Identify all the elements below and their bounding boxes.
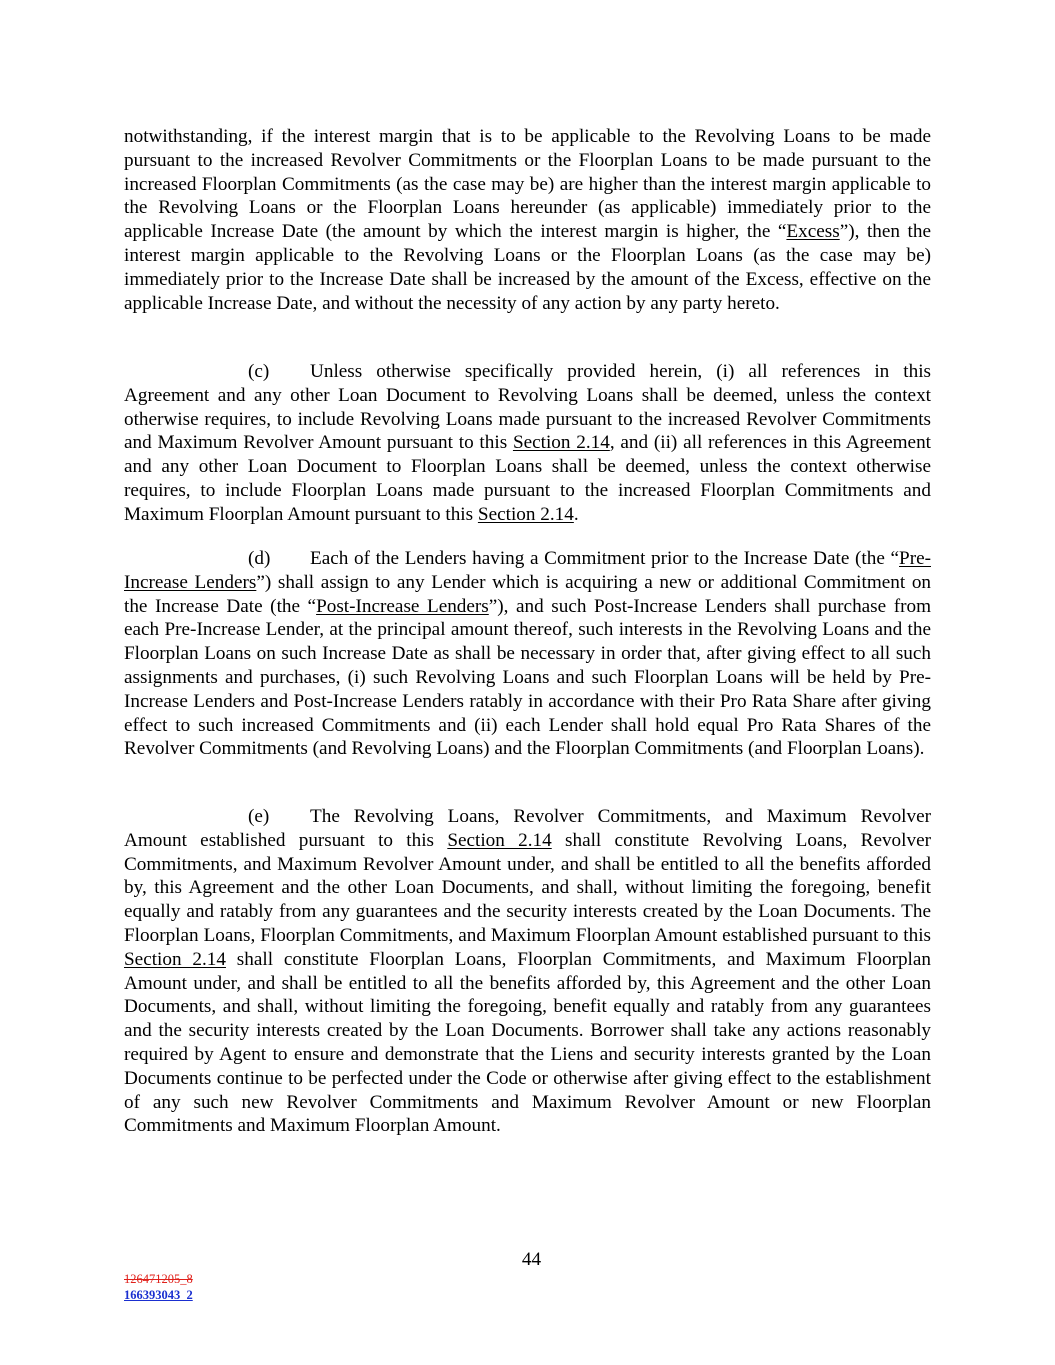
defined-term-excess: Excess — [786, 221, 840, 243]
paragraph-indent — [124, 361, 248, 382]
page-number: 44 — [521, 1249, 542, 1270]
doc-id-inserted: 166393043_2 — [124, 1288, 193, 1302]
paragraph-label: (e) — [248, 806, 270, 827]
paragraph-c — [124, 360, 931, 527]
paragraph-text: shall constitute Revolving Loans, Revolver Commitments, and Maximum Revolver Amount under, and shall be entitled to all the benefits afforded by, this Agreement and the other Loan Documents, and shall, without limiting the foregoing, benefit equally and ratably from any guarantees and the security interests created by the Loan Documents. The Floorplan Loans, Floorplan Commitments, and Maximum Floorplan Amount established pursuant to this — [124, 829, 931, 946]
section-reference: Section 2.14 — [447, 829, 552, 851]
doc-id-deleted: 126471205_8 — [124, 1272, 193, 1286]
defined-term-post-increase-lenders: Post-Increase Lenders — [316, 595, 489, 617]
paragraph-text: ”), then the interest margin applicable to the Revolving Loans or the Floorplan Loans (as the case may be) immediately prior to the Increase Date shall be increased by the amount of the Excess, effective on the applicable Increase Date, and without the necessity of any action by any party hereto. — [124, 221, 931, 314]
section-reference: Section 2.14 — [477, 503, 574, 525]
section-reference: Section 2.14 — [124, 948, 226, 970]
paragraph-text: notwithstanding, if the interest margin that is to be applicable to the Revolving Loans to be made pursuant to the increased Revolver Commitments or the Floorplan Loans to be made pursuant to the increased Floorplan Commitments (as the case may be) are higher than the interest margin applicable to the Revolving Loans or the Floorplan Loans hereunder (as applicable) immediately prior to the applicable Increase Date (the amount by which the interest margin is higher, the “ — [124, 126, 931, 243]
paragraph-label: (c) — [248, 361, 270, 382]
paragraph-indent — [124, 548, 248, 569]
paragraph-d — [124, 547, 931, 761]
paragraph-text: shall constitute Floorplan Loans, Floorplan Commitments, and Maximum Floorplan Amount under, and shall be entitled to all the benefits afforded by, this Agreement and the other Loan Documents, and shall, without limiting the foregoing, benefit equally and ratably from any guarantees and the security interests created by the Loan Documents. Borrower shall take any actions reasonably required by Agent to ensure and demonstrate that the Liens and security interests granted by the Loan Documents continue to be perfected under the Code or otherwise after giving effect to the establishment of any such new Revolver Commitments and Maximum Revolver Amount or new Floorplan Commitments and Maximum Floorplan Amount. — [124, 948, 931, 1137]
paragraph-text: . — [573, 503, 579, 525]
paragraph-label: (d) — [248, 548, 271, 569]
paragraph-text: Each of the Lenders having a Commitment prior to the Increase Date (the “ — [310, 548, 900, 569]
paragraph-continued — [124, 125, 931, 315]
paragraph-text: Unless otherwise specifically provided herein, (i) all references in this Agreement and any other Loan Document to Revolving Loans shall be deemed, unless the context otherwise requires, to include Revolving Loans made pursuant to the increased Revolver Commitments and Maximum Revolver Amount pursuant to this — [124, 361, 931, 454]
paragraph-text: , and (ii) all references in this Agreement and any other Loan Document to Floorplan Loans shall be deemed, unless the context otherwise requires, to include Floorplan Loans made pursuant to the increased Floorplan Commitments and Maximum Floorplan Amount pursuant to this — [124, 432, 931, 525]
paragraph-e — [124, 805, 931, 1138]
paragraph-text: ”), and such Post-Increase Lenders shall purchase from each Pre-Increase Lender, at the principal amount thereof, such interests in the Revolving Loans and the Floorplan Loans on such Increase Date as shall be necessary in order that, after giving effect to all such assignments and purchases, (i) such Revolving Loans and such Floorplan Loans will be held by Pre-Increase Lenders and Post-Increase Lenders ratably in accordance with their Pro Rata Share after giving effect to such increased Commitments and (ii) each Lender shall hold equal Pro Rata Shares of the Revolver Commitments (and Revolving Loans) and the Floorplan Commitments (and Floorplan Loans). — [124, 595, 932, 760]
paragraph-indent — [124, 806, 248, 827]
paragraph-text: ”) shall assign to any Lender which is acquiring a new or additional Commitment on the Increase Date (the “ — [124, 571, 932, 617]
defined-term-pre-increase-lenders: Pre-Increase Lenders — [124, 548, 931, 593]
paragraph-text: The Revolving Loans, Revolver Commitments, and Maximum Revolver Amount established pursuant to this — [124, 806, 931, 851]
section-reference: Section 2.14 — [512, 432, 610, 454]
